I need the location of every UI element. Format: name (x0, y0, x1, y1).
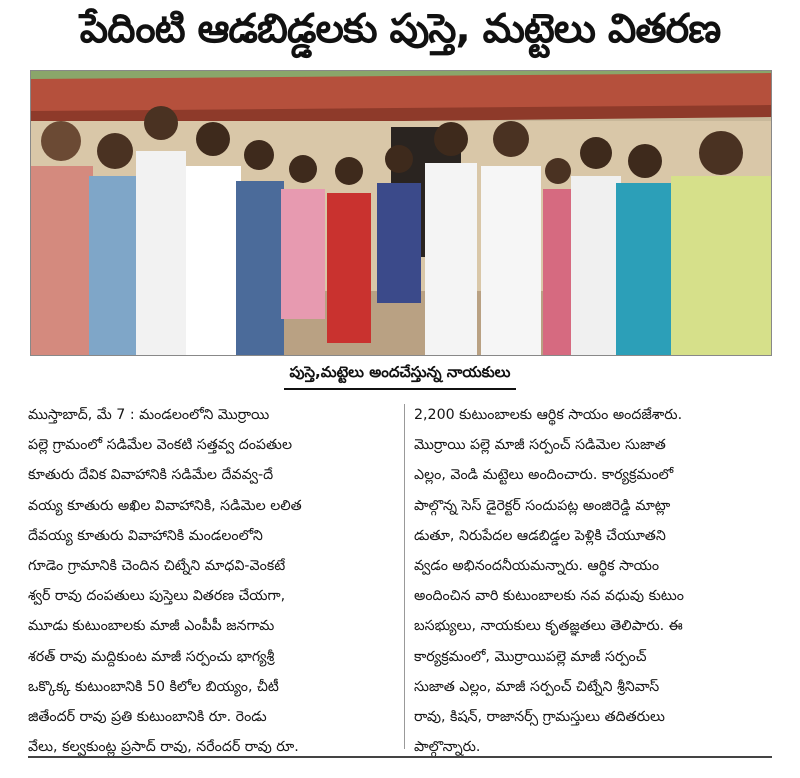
text-line: కూతురు దేవిక వివాహానికి సడిమేల దేవవ్వ-దే (28, 467, 274, 484)
text-line: డుతూ, నిరుపేదల ఆడబిడ్డల పెళ్లికి చేయూతని (414, 527, 666, 544)
text-line: బసభ్యులు, నాయకులు కృతజ్ఞతలు తెలిపారు. ఈ (414, 618, 683, 635)
text-line: సుజాత ఎల్లం, మాజీ సర్పంచ్ చిట్నేని శ్రీనివాస్ (414, 678, 660, 695)
text-line: గూడెం గ్రామానికి చెందిన చిట్నేని మాధవి-వెంకటే (28, 558, 286, 575)
text-line: వయ్య కూతురు అఖిల వివాహానికి, సడిమెల లలిత (28, 497, 302, 514)
text-line: శ్వర్ రావు దంపతులు పుస్తెలు వితరణ చేయగా, (28, 588, 286, 605)
text-line: ఒక్కొక్క కుటుంబానికి 50 కిలోల బియ్యం, చీటీ (28, 678, 279, 695)
text-line: పల్లె గ్రామంలో సడిమేల వెంకటి సత్తవ్వ దంపతుల (28, 437, 293, 454)
text-line: కార్యక్రమంలో, మొర్రాయిపల్లె మాజీ సర్పంచ్ (414, 648, 647, 665)
text-line: 2,200 కుటుంబాలకు ఆర్థిక సాయం అందజేశారు. (414, 407, 683, 423)
text-line: ఎల్లం, వెండి మట్టెలు అందించారు. కార్యక్రమంలో (414, 467, 674, 484)
article-column-1 (28, 400, 396, 762)
text-line: శరత్ రావు మద్దికుంట మాజీ సర్పంచు భాగ్యశ్రీ (28, 648, 275, 665)
caption-text: పుస్తె,మట్టెలు అందచేస్తున్న నాయకులు (284, 363, 517, 390)
text-line: మూడు కుటుంబాలకు మాజీ ఎంపీపీ జనగామ (28, 618, 275, 635)
headline: పేదింటి ఆడబిడ్డలకు పుస్తె, మట్టెలు వితరణ (79, 6, 721, 52)
text-line: పాల్గొన్నారు. (414, 739, 481, 756)
photo-caption (0, 362, 800, 390)
text-line: వ్వడం అభినందనీయమన్నారు. ఆర్థిక సాయం (414, 558, 660, 575)
photo-illustration (31, 71, 772, 356)
text-line: మొర్రాయి పల్లె మాజీ సర్పంచ్ సడిమెల సుజాత (414, 437, 666, 454)
text-line: రావు, కిషన్, రాజానర్స్ గ్రామస్తులు తదితరులు (414, 709, 665, 726)
column-divider (404, 404, 405, 749)
text-line: దేవయ్య కూతురు వివాహానికి మండలంలోని (28, 527, 263, 544)
text-line: వేలు, కల్వకుంట్ల ప్రసాద్ రావు, నరేందర్ రావు రూ. (28, 739, 299, 756)
text-line: పాల్గొన్న సెస్ డైరెక్టర్ సందుపట్ల అంజిరెడ్డి మాట్లా (414, 497, 671, 514)
article-column-2 (414, 400, 774, 762)
text-line: జితేందర్ రావు ప్రతి కుటుంబానికి రూ. రెండు (28, 709, 267, 726)
text-line: ముస్తాబాద్, మే 7 : మండలంలోని మొర్రాయి (28, 407, 270, 423)
bottom-rule (28, 756, 772, 758)
text-line: అందించిన వారి కుటుంబాలకు నవ వధువు కుటుం (414, 588, 684, 605)
news-photo (30, 70, 772, 356)
